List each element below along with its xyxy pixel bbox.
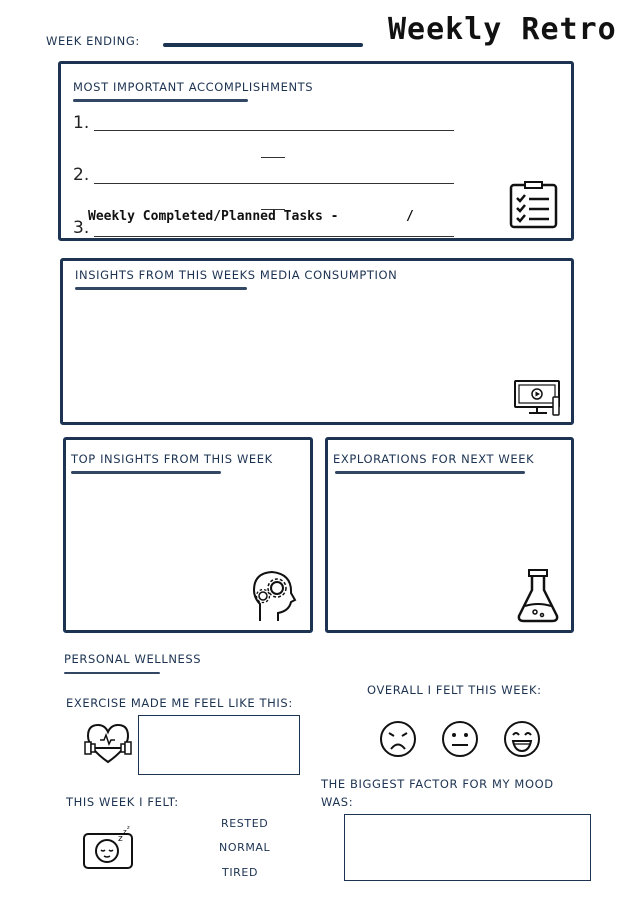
- top-insights-heading: TOP INSIGHTS FROM THIS WEEK: [71, 452, 273, 466]
- rest-option-rested[interactable]: RESTED: [221, 817, 269, 830]
- accomplishment-number-3: 3.: [73, 218, 90, 238]
- accomplishment-line-1[interactable]: [94, 130, 454, 131]
- felt-label: THIS WEEK I FELT:: [66, 795, 179, 809]
- accomplishments-heading-underline: [73, 99, 248, 102]
- media-panel: [60, 258, 574, 425]
- heart-dumbbell-icon: [82, 722, 134, 766]
- svg-text:z: z: [127, 825, 130, 831]
- wellness-heading: PERSONAL WELLNESS: [64, 652, 202, 666]
- exercise-label: EXERCISE MADE ME FEEL LIKE THIS:: [66, 696, 293, 710]
- svg-text:z: z: [123, 828, 127, 836]
- mood-factor-label: THE BIGGEST FACTOR FOR MY MOOD WAS:: [321, 777, 554, 809]
- accomplishment-number-1: 1.: [73, 113, 90, 133]
- rest-option-normal[interactable]: NORMAL: [219, 841, 271, 854]
- accomplishment-line-3[interactable]: [94, 236, 454, 237]
- explorations-heading-underline: [335, 471, 525, 474]
- accomplishments-heading: MOST IMPORTANT ACCOMPLISHMENTS: [73, 80, 314, 94]
- week-ending-field[interactable]: [163, 43, 363, 47]
- week-ending-label: WEEK ENDING:: [46, 34, 140, 48]
- wellness-heading-underline: [64, 672, 160, 674]
- tasks-separator: /: [406, 209, 414, 224]
- svg-text:z: z: [118, 834, 123, 844]
- page-title: Weekly Retro: [388, 12, 617, 47]
- divider-short-1: [261, 157, 285, 158]
- checklist-clipboard-icon: [508, 181, 560, 229]
- accomplishment-line-2[interactable]: [94, 183, 454, 184]
- sad-face-icon[interactable]: [379, 720, 415, 756]
- mood-factor-box[interactable]: [344, 814, 591, 881]
- neutral-face-icon[interactable]: [441, 720, 477, 756]
- top-insights-heading-underline: [71, 471, 221, 474]
- explorations-panel: [325, 437, 574, 633]
- accomplishments-panel: [58, 61, 574, 241]
- accomplishment-number-2: 2.: [73, 165, 90, 185]
- video-monitor-icon: [513, 379, 563, 417]
- media-heading-underline: [75, 287, 247, 290]
- head-gears-icon: [248, 568, 300, 624]
- media-heading: INSIGHTS FROM THIS WEEKS MEDIA CONSUMPTION: [75, 268, 398, 282]
- rest-option-tired[interactable]: TIRED: [222, 866, 259, 879]
- explorations-heading: EXPLORATIONS FOR NEXT WEEK: [333, 452, 535, 466]
- happy-face-icon[interactable]: [503, 720, 539, 756]
- flask-icon: [515, 568, 561, 624]
- sleeping-face-icon: [82, 824, 136, 870]
- tasks-label: Weekly Completed/Planned Tasks -: [88, 209, 339, 224]
- top-insights-panel: [63, 437, 313, 633]
- exercise-feeling-box[interactable]: [138, 715, 300, 775]
- overall-felt-label: OVERALL I FELT THIS WEEK:: [367, 683, 542, 697]
